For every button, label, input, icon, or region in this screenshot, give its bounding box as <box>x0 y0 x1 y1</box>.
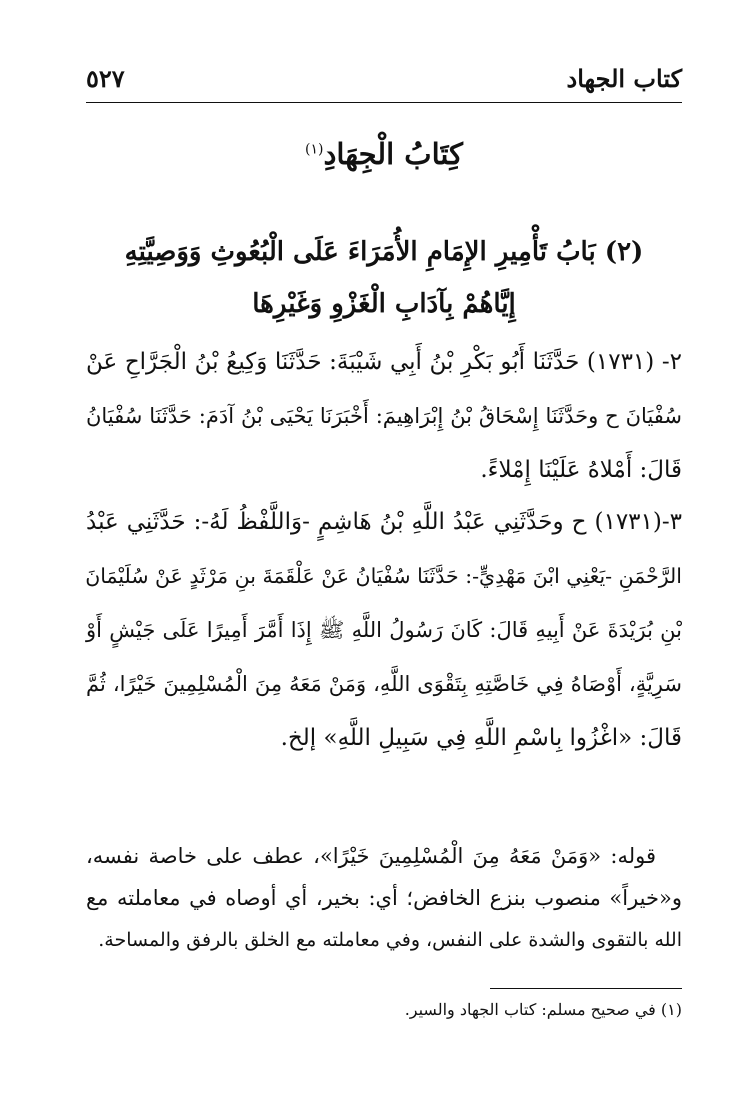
commentary-line: الله بالتقوى والشدة على النفس، وفي معاملته مع الخلق بالرفق والمساحة. <box>98 929 682 951</box>
hadith-line: قَالَ: أَمْلاهُ عَلَيْنَا إِمْلاءً. <box>480 457 682 483</box>
footnote-reference: (١) <box>305 141 324 158</box>
hadith-line: الرَّحْمَنِ -يَعْنِي ابْنَ مَهْدِيٍّ-: حَدَّثَنَا سُفْيَانُ عَنْ عَلْقَمَةَ بنِ مَرْثَدٍ عَنْ سُلَيْمَانَ <box>85 564 682 588</box>
hadith-line: سُفْيَانَ ح وحَدَّثَنَا إِسْحَاقُ بْنُ إِبْرَاهِيمَ: أَخْبَرَنَا يَحْيَى بْنُ آدَمَ: حَدَّثَنَا سُفْيَانُ <box>86 404 682 428</box>
page-number: ٥٢٧ <box>86 64 125 93</box>
chapter-heading <box>86 226 682 330</box>
book-title <box>86 137 682 171</box>
hadith-paragraph <box>86 495 682 765</box>
running-header <box>86 60 682 100</box>
chapter-heading-line: إِيَّاهُمْ بِآدَابِ الْغَزْوِ وَغَيْرِهَا <box>252 289 516 319</box>
commentary-line: قوله: «وَمَنْ مَعَهُ مِنَ الْمُسْلِمِينَ خَيْرًا»، عطف على خاصة نفسه، <box>86 844 656 868</box>
chapter-heading-line: (٢) بَابُ تَأْمِيرِ الإِمَامِ الأُمَرَاءَ عَلَى الْبُعُوثِ وَوَصِيَّتِهِ <box>124 237 644 267</box>
hadith-line: قَالَ: «اغْزُوا بِاسْمِ اللَّهِ فِي سَبِيلِ اللَّهِ» إلخ. <box>280 725 682 751</box>
hadith-line: سَرِيَّةٍ، أَوْصَاهُ فِي خَاصَّتِهِ بِتَقْوَى اللَّهِ، وَمَنْ مَعَهُ مِنَ الْمُسْلِمِينَ خَيْرًا، ثُمَّ <box>86 672 682 696</box>
book-title-text: كِتَابُ الْجِهَادِ <box>323 137 463 171</box>
footnote: (١) في صحيح مسلم: كتاب الجهاد والسير. <box>404 1000 682 1019</box>
hadith-line: بْنِ بُرَيْدَةَ عَنْ أَبِيهِ قَالَ: كَانَ رَسُولُ اللَّهِ ﷺ إِذَا أَمَّرَ أَمِيرًا عَلَى جَيْشٍ أَوْ <box>86 618 682 642</box>
hadith-paragraph <box>86 335 682 497</box>
commentary-paragraph <box>86 835 682 961</box>
hadith-line: ٢- (١٧٣١) حَدَّثَنَا أَبُو بَكْرِ بْنُ أَبِي شَيْبَةَ: حَدَّثَنَا وَكِيعُ بْنُ الْجَرَّاحِ عَنْ <box>86 349 682 375</box>
running-title: كتاب الجهاد <box>566 64 682 93</box>
hadith-line: ٣-(١٧٣١) ح وحَدَّثَنِي عَبْدُ اللَّهِ بْنُ هَاشِمٍ -وَاللَّفْظُ لَهُ-: حَدَّثَنِي عَبْدُ <box>86 509 682 535</box>
footnote-separator <box>490 988 682 989</box>
header-rule <box>86 102 682 103</box>
commentary-line: و«خيراً» منصوب بنزع الخافض؛ أي: بخير، أي أوصاه في معاملته مع <box>86 886 682 910</box>
